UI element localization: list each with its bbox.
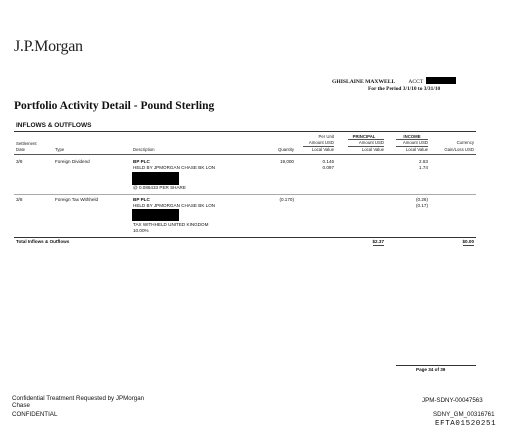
efta-stamp: EFTA01520251: [435, 420, 497, 428]
income-sub-underline: [396, 146, 428, 147]
row-1-held-by: HELD BY JPMORGAN CHASE BK LON: [133, 165, 216, 170]
acct-label: ACCT: [408, 79, 424, 85]
col-income-local-value: Local Value: [405, 147, 428, 152]
col-per-unit-amount-usd: Amount USD: [308, 140, 334, 145]
row-1-income-local: 1.74: [419, 165, 428, 170]
row-2-date: 3/8: [16, 197, 23, 202]
footer-bates-jpm: JPM-SDNY-00047563: [422, 397, 483, 404]
col-principal: PRINCIPAL: [352, 134, 376, 139]
row-1-type: Foreign Dividend: [55, 159, 90, 164]
row-2-detail: TAX WITHHELD UNITED KINGDOM: [133, 222, 209, 227]
redacted-account-number: [426, 77, 456, 84]
col-settlement: Settlement: [16, 141, 37, 146]
row-1-security: BP PLC: [133, 159, 150, 164]
total-principal-value: $2.37: [372, 239, 384, 244]
row-2-detail-rate: 10.00%: [133, 228, 149, 233]
account-holder-line: [332, 77, 456, 85]
row-2-type: Foreign Tax Withheld: [55, 197, 99, 202]
col-income-amount-usd: Amount USD: [402, 140, 428, 145]
footer-confidential: CONFIDENTIAL: [12, 411, 58, 418]
row-2-redacted: [132, 209, 179, 221]
statement-period: For the Period 3/1/10 to 3/31/10: [368, 86, 441, 92]
per-unit-underline: [303, 146, 334, 147]
col-currency: Currency: [456, 140, 474, 145]
col-quantity: Quantity: [277, 147, 294, 152]
row-1-date: 3/8: [16, 159, 23, 164]
col-per-unit: Per Unit: [318, 134, 334, 139]
section-rule: [14, 131, 476, 132]
section-heading: INFLOWS & OUTFLOWS: [16, 122, 92, 129]
page-number: Page 34 of 39: [416, 367, 446, 372]
col-type: Type: [55, 147, 65, 152]
col-per-unit-local-value: Local Value: [311, 147, 334, 152]
row-1-quantity: 19,000: [279, 159, 294, 164]
total-label: Total Inflows & Outflows: [16, 239, 70, 244]
total-principal: [344, 239, 384, 245]
col-principal-amount-usd: Amount USD: [358, 140, 384, 145]
row-1-per-unit-local: 0.097: [322, 165, 334, 170]
footer-confidential-request-cont: Chase: [12, 402, 30, 409]
row-2-income-usd: (0.26): [415, 197, 428, 202]
footer-confidential-request: Confidential Treatment Requested by JPMorgan: [12, 395, 145, 402]
header-rule: [14, 154, 476, 155]
col-income: INCOME: [403, 134, 421, 139]
row-1-detail: @ 0.086433 PER SHARE: [133, 185, 186, 190]
row-1-per-unit-usd: 0.146: [322, 159, 334, 164]
principal-underline: [348, 139, 384, 140]
account-holder-name: GHISLAINE MAXWELL: [332, 79, 395, 85]
report-title: Portfolio Activity Detail - Pound Sterling: [14, 100, 215, 112]
total-currency: [430, 239, 474, 245]
row-1-redacted: [132, 172, 179, 185]
row-2-held-by: HELD BY JPMORGAN CHASE BK LON: [133, 203, 216, 208]
col-description: Description: [133, 147, 155, 152]
jpmorgan-logo: J.P.Morgan: [14, 38, 83, 55]
row-2-quantity: (0.170): [279, 197, 294, 202]
principal-sub-underline: [348, 146, 384, 147]
col-date: Date: [16, 147, 26, 152]
col-principal-local-value: Local Value: [361, 147, 384, 152]
income-underline: [396, 139, 428, 140]
row-1-income-usd: 2.63: [419, 159, 428, 164]
row-divider: [14, 194, 476, 195]
col-currency-gain-loss: Gain/Loss USD: [444, 147, 474, 152]
footer-bates-sdny: SDNY_GM_00316761: [433, 411, 495, 418]
total-rule: [14, 237, 476, 238]
total-currency-value: $0.00: [462, 239, 474, 244]
row-2-income-local: (0.17): [415, 203, 428, 208]
row-2-security: BP PLC: [133, 197, 150, 202]
page-rule: [396, 365, 476, 366]
